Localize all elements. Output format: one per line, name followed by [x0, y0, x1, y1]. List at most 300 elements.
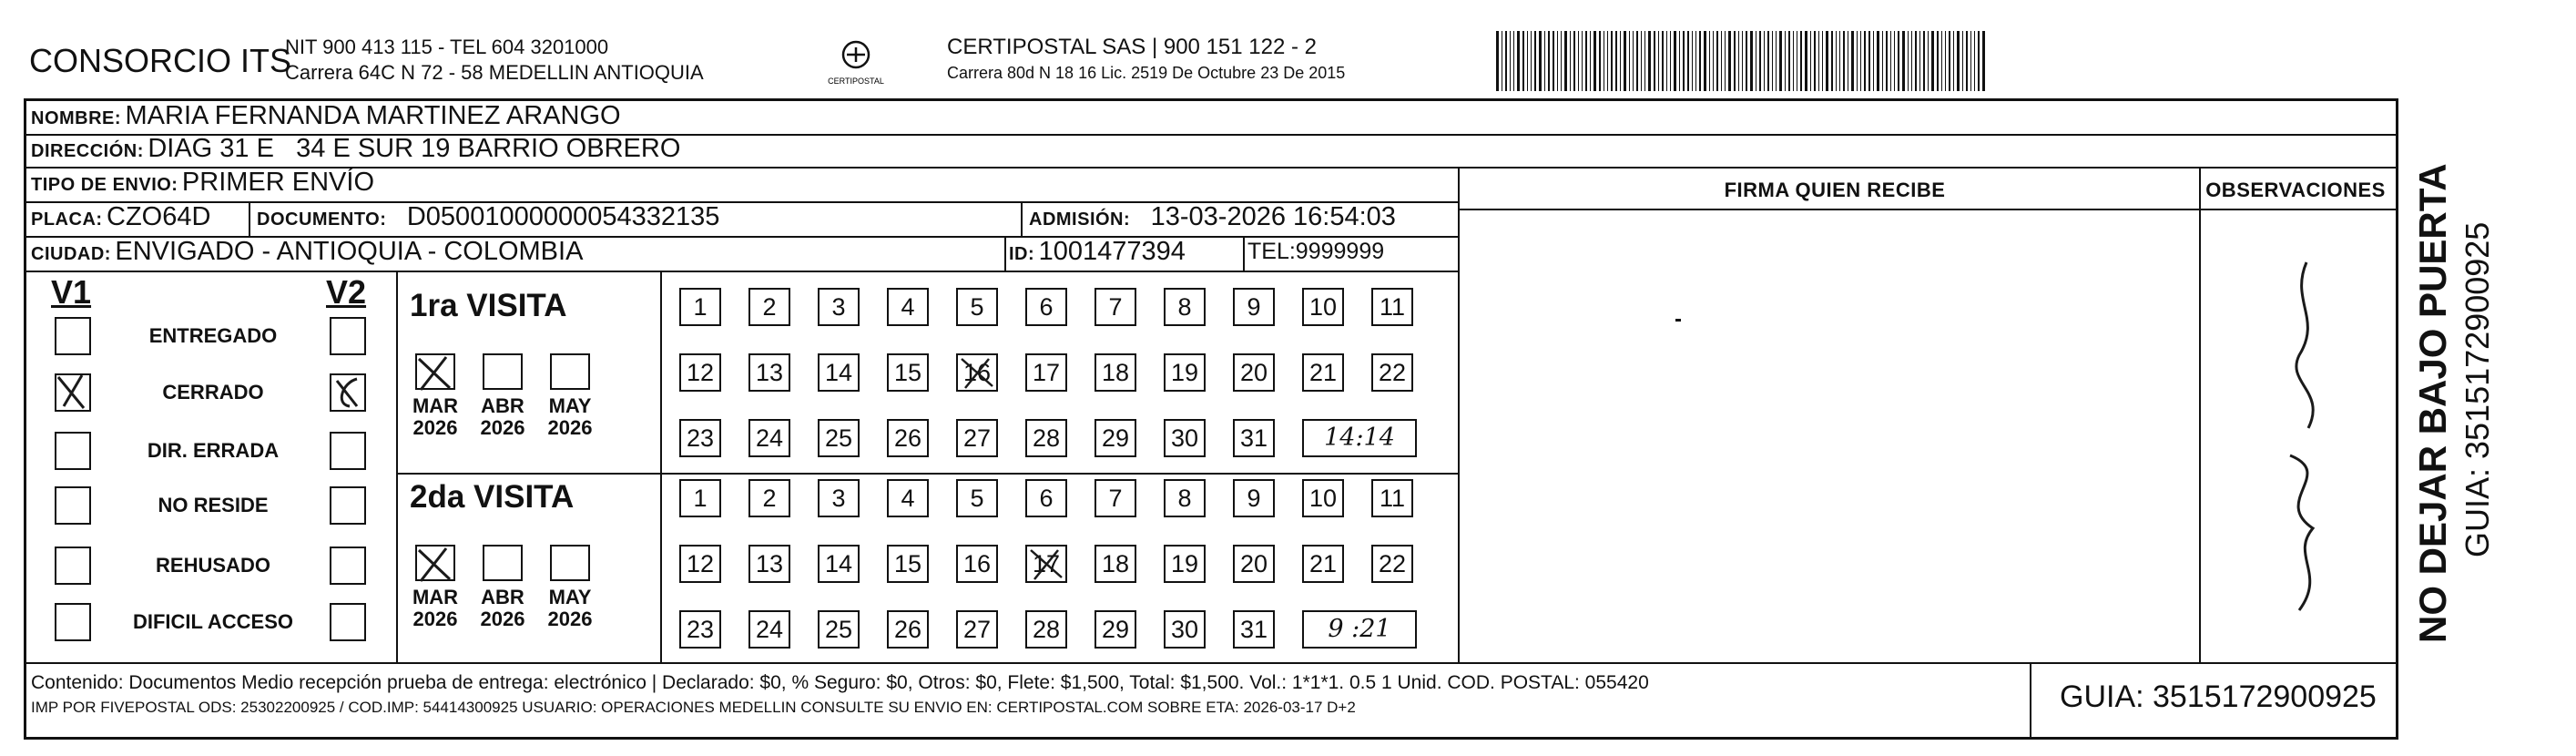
certipostal-logo	[824, 36, 888, 91]
day-number: 29	[1101, 616, 1130, 643]
barcode-bar	[1851, 31, 1854, 91]
nombre-row	[31, 101, 621, 131]
visit-2-day-18[interactable]	[1095, 545, 1136, 583]
day-number: 5	[970, 485, 984, 512]
barcode-bar	[1662, 31, 1664, 91]
visit-1-month-label	[541, 395, 599, 439]
day-number: 8	[1177, 293, 1192, 321]
day-number: 19	[1170, 550, 1199, 577]
day-check-mark	[956, 353, 998, 392]
visit-1-day-4[interactable]	[887, 288, 929, 326]
barcode-bar	[1534, 31, 1536, 91]
visit-1-day-1[interactable]	[679, 288, 721, 326]
v2-checkbox-entregado[interactable]	[330, 317, 366, 355]
barcode-bar	[1654, 31, 1655, 91]
day-number: 9	[1247, 485, 1261, 512]
day-number: 27	[962, 616, 992, 643]
day-number: 6	[1039, 293, 1054, 321]
barcode-bar	[1868, 31, 1870, 91]
day-number: 2	[762, 485, 777, 512]
nombre-label: NOMBRE:	[31, 108, 122, 128]
visit-1-day-12[interactable]	[679, 353, 721, 392]
visit-2-day-13[interactable]	[748, 545, 790, 583]
barcode-bar	[1590, 31, 1591, 91]
visit-2-month-may-checkbox[interactable]	[550, 545, 590, 581]
barcode-bar	[1510, 31, 1511, 91]
day-number: 1	[693, 293, 708, 321]
direccion-row	[31, 134, 680, 164]
v1-checkbox-no-reside[interactable]	[55, 486, 91, 525]
visit-1-day-5[interactable]	[956, 288, 998, 326]
barcode-bar	[1496, 31, 1499, 91]
visit-1-day-13[interactable]	[748, 353, 790, 392]
day-number: 18	[1101, 359, 1130, 386]
visit-2-day-14[interactable]	[818, 545, 860, 583]
firma-header: FIRMA QUIEN RECIBE	[1724, 179, 1946, 201]
barcode-bar	[1607, 31, 1608, 91]
barcode-bar	[1886, 31, 1888, 91]
month-year: 2026	[480, 416, 525, 439]
visit-2-day-28[interactable]	[1025, 610, 1067, 649]
day-number: 27	[962, 424, 992, 452]
day-number: 30	[1170, 424, 1199, 452]
observaciones-header: OBSERVACIONES	[2205, 179, 2386, 201]
barcode-bar	[1644, 31, 1645, 91]
visit-2-day-11[interactable]	[1371, 479, 1413, 517]
barcode-bar	[1949, 31, 1950, 91]
day-number: 8	[1177, 485, 1192, 512]
barcode-bar	[1709, 31, 1710, 91]
barcode-bar	[1611, 31, 1613, 91]
day-number: 11	[1379, 485, 1406, 512]
v2-checkbox-cerrado[interactable]	[330, 373, 366, 412]
placa-label: PLACA:	[31, 209, 103, 230]
v2-checkbox-no-reside[interactable]	[330, 486, 366, 525]
footer-content: Contenido: Documentos Medio recepción prueba de entrega: electrónico | Declarado: $0, % Seguro: $0, Otros: $0, Flete: $1,500, Total: $1,500. Vol.: 1*1*1. 0.5 1 Unid. COD. POSTAL: 055420	[31, 672, 1649, 693]
visit-2-day-21[interactable]	[1302, 545, 1344, 583]
tipo-value: PRIMER ENVÍO	[181, 168, 375, 197]
barcode-bar	[1962, 31, 1963, 91]
day-number: 30	[1170, 616, 1199, 643]
barcode-bar	[1764, 31, 1765, 91]
certipostal-name: CERTIPOSTAL SAS | 900 151 122 - 2	[947, 35, 1317, 59]
day-number: 31	[1239, 424, 1268, 452]
visit-2-day-8[interactable]	[1164, 479, 1206, 517]
admision-label: ADMISIÓN:	[1029, 209, 1131, 230]
barcode-bar	[1767, 31, 1769, 91]
day-number: 20	[1239, 550, 1268, 577]
barcode-bar	[1822, 31, 1823, 91]
visit-1-day-27[interactable]	[956, 419, 998, 457]
day-number: 22	[1378, 359, 1407, 386]
day-number: 29	[1101, 424, 1130, 452]
visit-1-day-26[interactable]	[887, 419, 929, 457]
visit-1-day-21[interactable]	[1302, 353, 1344, 392]
day-number: 19	[1170, 359, 1199, 386]
id-value: 1001477394	[1038, 237, 1186, 266]
company-name: CONSORCIO ITS	[29, 42, 292, 79]
barcode-bar	[1629, 31, 1630, 91]
month-name: MAR	[412, 586, 459, 608]
visit-2-time: 9 :21	[1302, 610, 1417, 649]
barcode-bar	[1620, 31, 1621, 91]
day-number: 10	[1308, 293, 1338, 321]
visit-2-month-label	[473, 587, 532, 630]
barcode-bar	[1966, 31, 1968, 91]
status-option-label: DIFICIL ACCESO	[132, 610, 293, 633]
barcode-bar	[1513, 31, 1514, 91]
barcode-bar	[1738, 31, 1739, 91]
barcode-bar	[1864, 31, 1866, 91]
barcode-bar	[1793, 31, 1794, 91]
month-year: 2026	[412, 416, 458, 439]
v2-header: V2	[326, 273, 367, 311]
visit-2-month-label	[541, 587, 599, 630]
month-year: 2026	[547, 608, 593, 630]
signature-dot	[1675, 319, 1681, 322]
visit-title-2: 2da VISITA	[410, 479, 575, 515]
month-name: MAY	[548, 586, 592, 608]
barcode-bar	[1728, 31, 1731, 91]
visit-2-day-5[interactable]	[956, 479, 998, 517]
logo-text: CERTIPOSTAL	[828, 77, 884, 86]
visit-2-day-20[interactable]	[1233, 545, 1275, 583]
barcode	[1496, 31, 2223, 91]
visit-1-day-24[interactable]	[748, 419, 790, 457]
visit-1-day-19[interactable]	[1164, 353, 1206, 392]
day-number: 12	[686, 359, 715, 386]
visit-1-day-20[interactable]	[1233, 353, 1275, 392]
visit-1-day-11[interactable]	[1371, 288, 1413, 326]
day-number: 3	[831, 485, 846, 512]
barcode-bar	[1573, 31, 1575, 91]
barcode-bar	[1531, 31, 1532, 91]
day-number: 15	[893, 550, 922, 577]
month-name: MAY	[548, 394, 592, 417]
barcode-bar	[1561, 31, 1562, 91]
visit-1-month-label	[406, 395, 464, 439]
day-number: 31	[1239, 616, 1268, 643]
day-number: 17	[1032, 550, 1061, 577]
barcode-bar	[1890, 31, 1891, 91]
barcode-bar	[1814, 31, 1816, 91]
day-check-mark	[1025, 545, 1067, 583]
day-number: 11	[1379, 293, 1406, 321]
visit-1-day-25[interactable]	[818, 419, 860, 457]
placa-value: CZO64D	[107, 202, 211, 231]
visit-1-month-abr-checkbox[interactable]	[483, 353, 523, 390]
v1-header: V1	[51, 273, 92, 311]
month-year: 2026	[480, 608, 525, 630]
month-year: 2026	[412, 608, 458, 630]
day-number: 22	[1378, 550, 1407, 577]
day-number: 15	[893, 359, 922, 386]
barcode-bar	[1919, 31, 1920, 91]
visit-1-day-28[interactable]	[1025, 419, 1067, 457]
day-number: 26	[893, 616, 922, 643]
visit-2-day-19[interactable]	[1164, 545, 1206, 583]
barcode-bar	[1633, 31, 1634, 91]
day-number: 3	[831, 293, 846, 321]
day-number: 28	[1032, 424, 1061, 452]
barcode-bar	[1527, 31, 1528, 91]
day-number: 16	[962, 359, 992, 386]
barcode-bar	[1974, 31, 1975, 91]
day-number: 18	[1101, 550, 1130, 577]
ciudad-label: CIUDAD:	[31, 244, 111, 264]
direccion-label: DIRECCIÓN:	[31, 141, 144, 161]
day-number: 21	[1308, 359, 1338, 386]
day-number: 28	[1032, 616, 1061, 643]
visit-1-day-31[interactable]	[1233, 419, 1275, 457]
v1-checkbox-dir-errada[interactable]	[55, 432, 91, 470]
day-number: 2	[762, 293, 777, 321]
barcode-bar	[1953, 31, 1954, 91]
barcode-bar	[1716, 31, 1718, 91]
barcode-bar	[1750, 31, 1753, 91]
day-number: 16	[962, 550, 992, 577]
visit-2-day-31[interactable]	[1233, 610, 1275, 649]
barcode-bar	[1785, 31, 1786, 91]
visit-2-day-24[interactable]	[748, 610, 790, 649]
visit-2-day-15[interactable]	[887, 545, 929, 583]
v2-checkbox-dir-errada[interactable]	[330, 432, 366, 470]
v1-checkbox-dificil-acceso[interactable]	[55, 603, 91, 641]
month-name: MAR	[412, 394, 459, 417]
v2-checkbox-rehusado[interactable]	[330, 547, 366, 585]
barcode-bar	[1564, 31, 1567, 91]
visit-2-month-label	[406, 587, 464, 630]
admision-value: 13-03-2026 16:54:03	[1150, 202, 1396, 231]
barcode-bar	[1734, 31, 1736, 91]
month-name: ABR	[481, 394, 524, 417]
barcode-bar	[1978, 31, 1980, 91]
v2-check-mark	[330, 373, 366, 412]
placa-row	[31, 202, 210, 232]
tel-label: TEL:	[1247, 239, 1296, 264]
barcode-bar	[1539, 31, 1542, 91]
barcode-bar	[1805, 31, 1807, 91]
barcode-bar	[1615, 31, 1617, 91]
barcode-bar	[1666, 31, 1667, 91]
day-number: 25	[824, 616, 853, 643]
barcode-bar	[1818, 31, 1819, 91]
visit-1-day-17[interactable]	[1025, 353, 1067, 392]
day-number: 4	[901, 293, 915, 321]
visit-2-day-25[interactable]	[818, 610, 860, 649]
visit-2-day-10[interactable]	[1302, 479, 1344, 517]
visit-2-day-9[interactable]	[1233, 479, 1275, 517]
barcode-bar	[1928, 31, 1929, 91]
guia-vertical: GUIA: 3515172900925	[2459, 221, 2496, 557]
status-option-label: DIR. ERRADA	[147, 439, 280, 462]
day-number: 1	[693, 485, 708, 512]
day-number: 4	[901, 485, 915, 512]
visit-1-day-3[interactable]	[818, 288, 860, 326]
visit-2-day-7[interactable]	[1095, 479, 1136, 517]
visit-1-day-2[interactable]	[748, 288, 790, 326]
barcode-bar	[1843, 31, 1845, 91]
barcode-bar	[1570, 31, 1571, 91]
certipostal-address: Carrera 80d N 18 16 Lic. 2519 De Octubre 23 De 2015	[947, 64, 1346, 82]
visit-1-day-10[interactable]	[1302, 288, 1344, 326]
barcode-bar	[1957, 31, 1960, 91]
month-check-mark	[413, 352, 461, 392]
barcode-bar	[1699, 31, 1701, 91]
barcode-bar	[1772, 31, 1773, 91]
barcode-bar	[1831, 31, 1833, 91]
company-nit-tel: NIT 900 413 115 - TEL 604 3201000	[285, 36, 609, 58]
visit-1-day-14[interactable]	[818, 353, 860, 392]
barcode-bar	[1517, 31, 1520, 91]
barcode-bar	[1742, 31, 1743, 91]
visit-2-day-27[interactable]	[956, 610, 998, 649]
v1-checkbox-rehusado[interactable]	[55, 547, 91, 585]
barcode-bar	[1679, 31, 1680, 91]
day-number: 9	[1247, 293, 1261, 321]
barcode-bar	[1578, 31, 1579, 91]
barcode-bar	[1894, 31, 1895, 91]
v1-checkbox-cerrado[interactable]	[55, 373, 91, 412]
barcode-bar	[1641, 31, 1642, 91]
visit-1-day-29[interactable]	[1095, 419, 1136, 457]
day-number: 21	[1308, 550, 1338, 577]
day-number: 5	[970, 293, 984, 321]
documento-value: D05001000000054332135	[406, 202, 720, 231]
day-number: 12	[686, 550, 715, 577]
visit-1-day-18[interactable]	[1095, 353, 1136, 392]
visit-2-day-2[interactable]	[748, 479, 790, 517]
barcode-bar	[1683, 31, 1685, 91]
barcode-bar	[1557, 31, 1558, 91]
documento-label: DOCUMENTO:	[257, 209, 387, 230]
visit-2-day-6[interactable]	[1025, 479, 1067, 517]
id-row	[1009, 237, 1186, 267]
visit-2-day-26[interactable]	[887, 610, 929, 649]
visit-2-day-3[interactable]	[818, 479, 860, 517]
barcode-bar	[1599, 31, 1601, 91]
v2-checkbox-dificil-acceso[interactable]	[330, 603, 366, 641]
visit-1-month-may-checkbox[interactable]	[550, 353, 590, 390]
day-number: 23	[686, 424, 715, 452]
visit-2-day-23[interactable]	[679, 610, 721, 649]
day-number: 23	[686, 616, 715, 643]
barcode-bar	[1636, 31, 1638, 91]
day-number: 10	[1308, 485, 1338, 512]
tel-value: 9999999	[1295, 239, 1385, 264]
barcode-bar	[1779, 31, 1782, 91]
visit-1-month-label	[473, 395, 532, 439]
tipo-row	[31, 168, 374, 198]
day-number: 20	[1239, 359, 1268, 386]
visit-1-day-7[interactable]	[1095, 288, 1136, 326]
visit-2-day-4[interactable]	[887, 479, 929, 517]
barcode-bar	[1776, 31, 1777, 91]
day-number: 24	[755, 424, 784, 452]
barcode-bar	[1788, 31, 1790, 91]
footer-guia: GUIA: 3515172900925	[2060, 679, 2377, 714]
barcode-bar	[1982, 31, 1985, 91]
visit-1-day-15[interactable]	[887, 353, 929, 392]
barcode-bar	[1902, 31, 1905, 91]
documento-row	[257, 202, 719, 232]
day-number: 13	[755, 550, 784, 577]
ciudad-value: ENVIGADO - ANTIOQUIA - COLOMBIA	[115, 237, 584, 266]
barcode-bar	[1826, 31, 1828, 91]
barcode-bar	[1582, 31, 1583, 91]
visit-1-day-16[interactable]	[956, 353, 998, 392]
company-address: Carrera 64C N 72 - 58 MEDELLIN ANTIOQUIA	[285, 61, 704, 84]
v1-checkbox-entregado[interactable]	[55, 317, 91, 355]
visit-1-month-mar-checkbox[interactable]	[415, 353, 455, 390]
visit-2-day-22[interactable]	[1371, 545, 1413, 583]
visit-2-month-mar-checkbox[interactable]	[415, 545, 455, 581]
visit-2-day-12[interactable]	[679, 545, 721, 583]
visit-1-day-9[interactable]	[1233, 288, 1275, 326]
day-number: 24	[755, 616, 784, 643]
barcode-bar	[1860, 31, 1861, 91]
visit-1-day-23[interactable]	[679, 419, 721, 457]
barcode-bar	[1937, 31, 1939, 91]
visit-1-day-30[interactable]	[1164, 419, 1206, 457]
barcode-bar	[1915, 31, 1917, 91]
barcode-bar	[1857, 31, 1858, 91]
barcode-bar	[1553, 31, 1554, 91]
id-label: ID:	[1009, 244, 1035, 264]
barcode-bar	[1839, 31, 1840, 91]
observaciones-signature	[2235, 246, 2372, 628]
tel-row	[1247, 239, 1384, 265]
barcode-bar	[1725, 31, 1726, 91]
barcode-bar	[1931, 31, 1934, 91]
visit-2-day-17[interactable]	[1025, 545, 1067, 583]
barcode-bar	[1873, 31, 1874, 91]
visit-1-time: 14:14	[1302, 419, 1417, 457]
visit-2-day-29[interactable]	[1095, 610, 1136, 649]
visit-1-day-8[interactable]	[1164, 288, 1206, 326]
barcode-bar	[1746, 31, 1747, 91]
barcode-bar	[1658, 31, 1659, 91]
barcode-bar	[1695, 31, 1696, 91]
admision-row	[1029, 202, 1396, 232]
visit-2-day-16[interactable]	[956, 545, 998, 583]
barcode-bar	[1970, 31, 1971, 91]
barcode-bar	[1759, 31, 1761, 91]
nombre-value: MARIA FERNANDA MARTINEZ ARANGO	[125, 101, 621, 130]
barcode-bar	[1908, 31, 1909, 91]
barcode-bar	[1670, 31, 1671, 91]
status-option-label: NO RESIDE	[158, 494, 269, 516]
visit-2-month-abr-checkbox[interactable]	[483, 545, 523, 581]
visit-1-day-22[interactable]	[1371, 353, 1413, 392]
visit-2-day-1[interactable]	[679, 479, 721, 517]
barcode-bar	[1544, 31, 1545, 91]
visit-2-day-30[interactable]	[1164, 610, 1206, 649]
month-year: 2026	[547, 416, 593, 439]
barcode-bar	[1585, 31, 1587, 91]
visit-title-1: 1ra VISITA	[410, 288, 567, 323]
barcode-bar	[1941, 31, 1942, 91]
barcode-bar	[1877, 31, 1879, 91]
day-number: 7	[1108, 293, 1123, 321]
barcode-bar	[1548, 31, 1550, 91]
day-number: 17	[1032, 359, 1061, 386]
footer-imp: IMP POR FIVEPOSTAL ODS: 25302200925 / COD.IMP: 54414300925 USUARIO: OPERACIONES MEDELLIN CONSULTE SU ENVIO EN: CERTIPOSTAL.COM SOBRE ETA: 2026-03-17 D+2	[31, 699, 1356, 716]
barcode-bar	[1836, 31, 1837, 91]
visit-1-day-6[interactable]	[1025, 288, 1067, 326]
barcode-bar	[1505, 31, 1507, 91]
barcode-bar	[1713, 31, 1714, 91]
